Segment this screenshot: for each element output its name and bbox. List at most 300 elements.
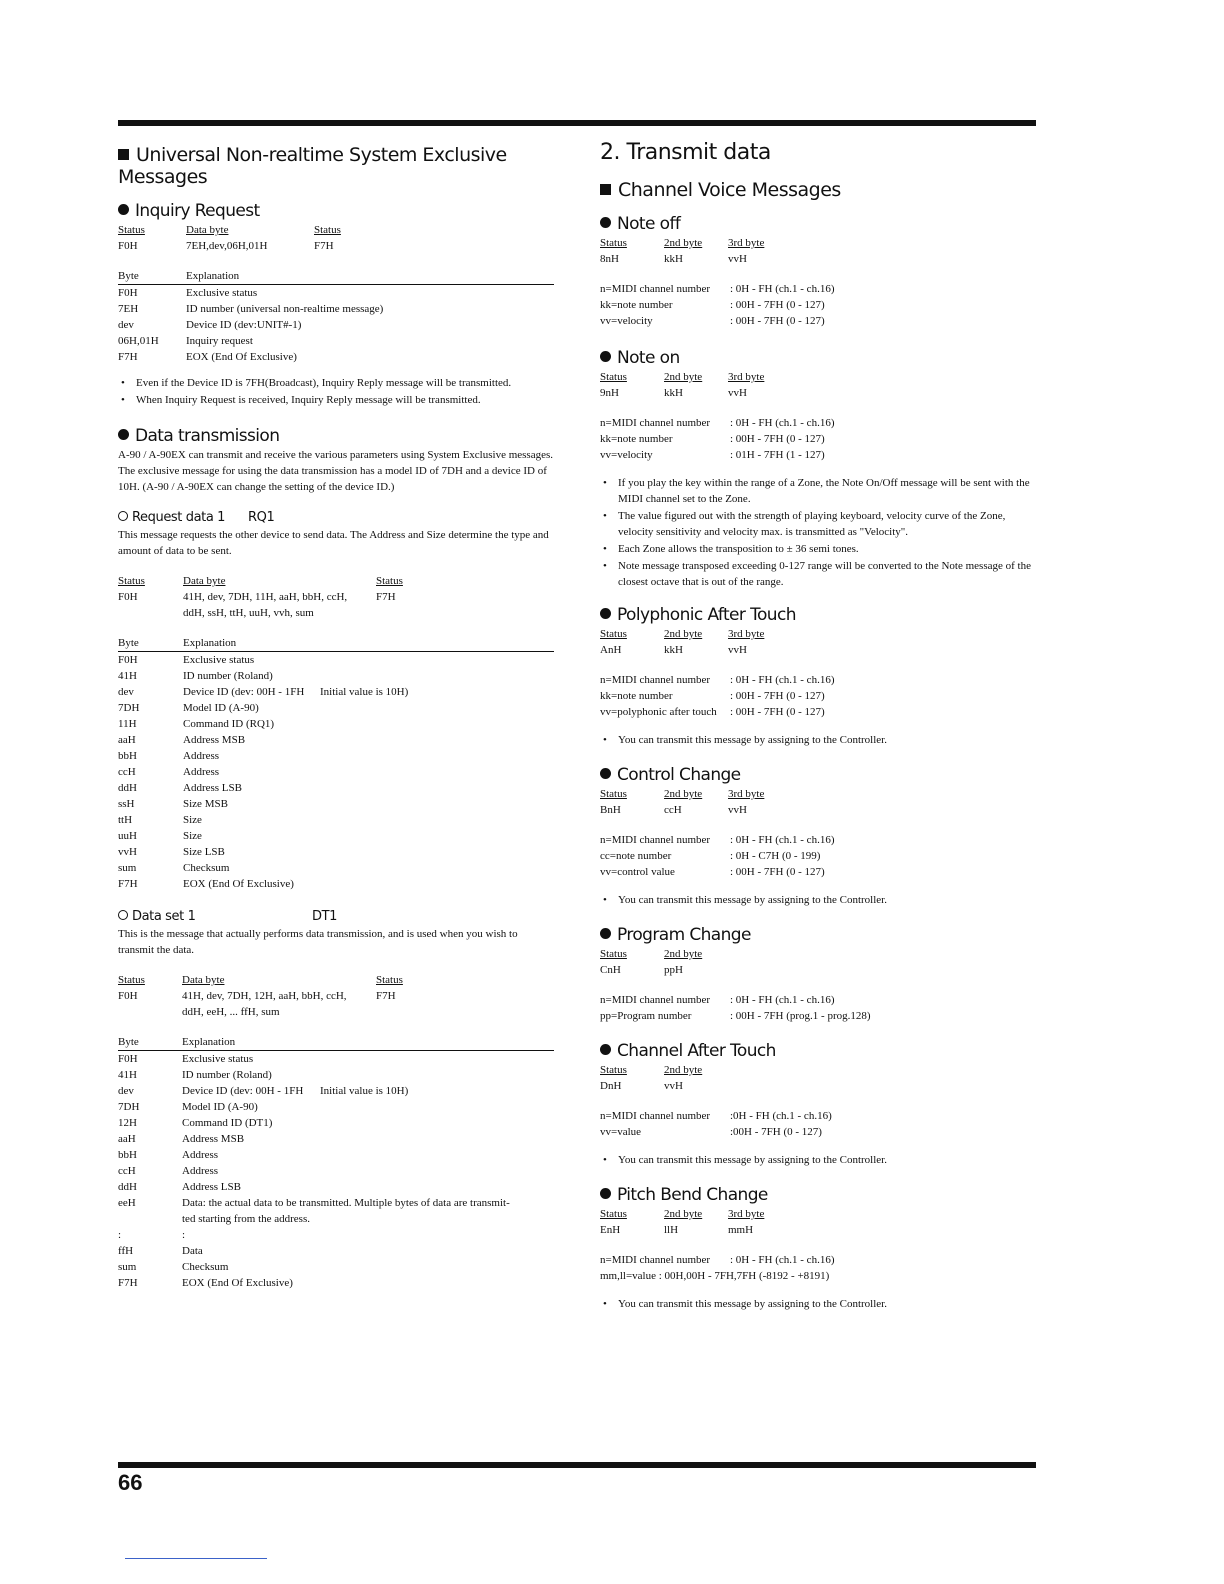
spacer: [600, 658, 1036, 672]
note-item: • You can transmit this message by assigning to the Controller.: [600, 1152, 1036, 1168]
spacer: [600, 401, 1036, 415]
rq1-table-header: Byte Explanation: [118, 635, 554, 652]
table-row: [118, 1275, 554, 1291]
spacer: [600, 880, 1036, 892]
rq1-format-line-2: ddH, ssH, ttH, uuH, vvh, sum: [183, 607, 314, 619]
definition-row: [600, 704, 1036, 720]
control-change-format-values: [600, 802, 1036, 818]
definition-row: [600, 313, 1036, 329]
heading-channel-after-touch: [600, 1040, 1036, 1062]
byte-cell: dev: [118, 319, 134, 331]
table-row: [118, 812, 554, 828]
definition-key: pp=Program number: [600, 1010, 692, 1022]
note-item: • You can transmit this message by assigning to the Controller.: [600, 892, 1036, 908]
explanation-cell: Checksum: [183, 862, 230, 874]
table-row: [118, 764, 554, 780]
byte-cell: F0H: [118, 654, 138, 666]
definition-row: [600, 431, 1036, 447]
explanation-cell: Address LSB: [183, 782, 242, 794]
note-item: • The value figured out with the strength of playing keyboard, velocity curve of the Zone, velocity sensitivity and velocity max. is transmitted as "Velocity".: [600, 508, 1036, 540]
status-value: BnH: [600, 804, 621, 816]
definition-key: n=MIDI channel number: [600, 674, 711, 686]
explanation-cell: Address LSB: [182, 1181, 241, 1193]
definition-key: kk=note number: [600, 690, 673, 702]
pitch-bend-change-format-values: [600, 1222, 1036, 1238]
byte-cell: aaH: [118, 734, 136, 746]
table-row: [118, 1195, 554, 1211]
heading-text: Polyphonic After Touch: [617, 605, 796, 625]
table-row: [118, 780, 554, 796]
table-row: [118, 1067, 554, 1083]
note-item: • Note message transposed exceeding 0-127 range will be converted to the Note message of the closest octave that is out of the range.: [600, 558, 1036, 590]
table-row: [118, 1227, 554, 1243]
definition-value: : 0H - C7H (0 - 199): [730, 850, 821, 862]
note-item: • When Inquiry Request is received, Inquiry Reply message will be transmitted.: [118, 392, 554, 408]
byte-cell: F0H: [118, 1053, 138, 1065]
top-rule: [118, 120, 1036, 126]
dt1-format-line-2: ddH, eeH, ... ffH, sum: [182, 1006, 280, 1018]
section-title-universal: Universal Non-realtime System Exclusive Messages: [118, 144, 507, 188]
explanation-extra-cell: Initial value is 10H): [320, 1085, 409, 1097]
definition-key: cc=note number: [600, 850, 672, 862]
explanation-cell: Address: [182, 1165, 219, 1177]
note-item: • You can transmit this message by assigning to the Controller.: [600, 732, 1036, 748]
spacer: [600, 1284, 1036, 1296]
heading-data-set-1: Data set 1 DT1: [118, 908, 554, 926]
byte-cell: 11H: [118, 718, 137, 730]
byte-cell: 41H: [118, 1069, 137, 1081]
byte2-value: llH: [664, 1224, 679, 1236]
definition-value: : 00H - 7FH (0 - 127): [730, 315, 825, 327]
status-value: 9nH: [600, 387, 619, 399]
definition-key: kk=note number: [600, 299, 673, 311]
explanation-cell: ID number (Roland): [183, 670, 273, 682]
table-row-continued: [118, 1211, 554, 1227]
table-row: [118, 1163, 554, 1179]
right-column: [600, 140, 1036, 1313]
byte-cell: :: [118, 1229, 122, 1241]
note-on-format-header: [600, 369, 1036, 385]
definition-row: [600, 281, 1036, 297]
byte-cell: ttH: [118, 814, 133, 826]
definition-value: : 00H - 7FH (0 - 127): [730, 706, 825, 718]
byte-cell: 7DH: [118, 702, 140, 714]
polyphonic-after-touch-format-header: [600, 626, 1036, 642]
explanation-cell: Device ID (dev: 00H - 1FH: [183, 686, 305, 698]
definition-value: : 0H - FH (ch.1 - ch.16): [730, 1254, 835, 1266]
byte-cell: 41H: [118, 670, 137, 682]
table-row: [118, 684, 554, 700]
explanation-extra-cell: Initial value is 10H): [320, 686, 409, 698]
round-bullet-icon: [600, 351, 611, 362]
byte2-header: 2nd byte: [664, 1208, 703, 1220]
heading-request-data-1: Request data 1 RQ1: [118, 509, 554, 527]
definition-value: : 0H - FH (ch.1 - ch.16): [730, 674, 835, 686]
table-row: [118, 1051, 554, 1067]
explanation-cell: EOX (End Of Exclusive): [182, 1277, 293, 1289]
definition-row: [600, 848, 1036, 864]
explanation-cell: Address: [182, 1149, 219, 1161]
byte2-header: 2nd byte: [664, 788, 703, 800]
definition-key: n=MIDI channel number: [600, 994, 711, 1006]
explanation-cell: ID number (Roland): [182, 1069, 272, 1081]
definition-value: :0H - FH (ch.1 - ch.16): [730, 1110, 832, 1122]
spacer: [600, 978, 1036, 992]
explanation-cell: Size: [183, 814, 202, 826]
definition-value: : 0H - FH (ch.1 - ch.16): [730, 283, 835, 295]
dt1-format-header: Status Data byte Status: [118, 974, 403, 986]
table-row: [118, 652, 554, 668]
byte-cell: aaH: [118, 1133, 136, 1145]
table-row: [118, 1083, 554, 1099]
byte-cell: ffH: [118, 1245, 134, 1257]
explanation-cell: Data: [182, 1245, 203, 1257]
round-bullet-icon: [118, 429, 129, 440]
table-row: [118, 828, 554, 844]
definition-row: [600, 297, 1036, 313]
page-number: 66: [118, 1470, 143, 1495]
byte-cell: sum: [118, 862, 137, 874]
round-bullet-icon: [118, 204, 129, 215]
table-row: [118, 700, 554, 716]
byte2-header: 2nd byte: [664, 628, 703, 640]
explanation-cell: Model ID (A-90): [183, 702, 259, 714]
definition-value: : 01H - 7FH (1 - 127): [730, 449, 825, 461]
table-row: [118, 844, 554, 860]
definition-row: [600, 1268, 1036, 1284]
byte3-value: vvH: [728, 253, 747, 265]
byte-cell: sum: [118, 1261, 137, 1273]
table-row: [118, 732, 554, 748]
table-row: [118, 317, 554, 333]
heading-control-change: [600, 764, 1036, 786]
definition-key: vv=control value: [600, 866, 675, 878]
table-row: [118, 1179, 554, 1195]
byte3-header: 3rd byte: [728, 628, 765, 640]
table-row: [118, 1131, 554, 1147]
byte-cell: F7H: [118, 1277, 138, 1289]
note-off-format-header: [600, 235, 1036, 251]
inquiry-format-header: Status Data byte Status: [118, 224, 341, 236]
byte2-value: vvH: [664, 1080, 683, 1092]
control-change-format-header: [600, 786, 1036, 802]
table-row: [118, 333, 554, 349]
heading-text: Control Change: [617, 765, 741, 785]
rq1-format-line-1: F0H 41H, dev, 7DH, 11H, aaH, bbH, ccH, F7H: [118, 591, 396, 603]
message-blocks: [600, 213, 1036, 1312]
byte-cell: bbH: [118, 750, 137, 762]
status-header: Status: [600, 1208, 627, 1220]
inquiry-format-line: F0H 7EH,dev,06H,01H F7H: [118, 240, 334, 252]
table-row: [118, 285, 554, 301]
polyphonic-after-touch-format-values: [600, 642, 1036, 658]
explanation-cell: Exclusive status: [186, 287, 258, 299]
byte-cell: eeH: [118, 1197, 136, 1209]
definition-key: n=MIDI channel number: [600, 1254, 711, 1266]
pitch-bend-change-format-header: [600, 1206, 1036, 1222]
spacer: [600, 1094, 1036, 1108]
heading-text: Note on: [617, 348, 680, 368]
byte-cell: 7EH: [118, 303, 139, 315]
table-row: [118, 748, 554, 764]
table-row: [118, 1115, 554, 1131]
byte-cell: dev: [118, 1085, 134, 1097]
table-row: [118, 668, 554, 684]
table-row: [118, 716, 554, 732]
definition-row: [600, 1252, 1036, 1268]
explanation-cell: Checksum: [182, 1261, 229, 1273]
explanation-cell: :: [182, 1229, 186, 1241]
table-row: [118, 1099, 554, 1115]
byte-cell: 06H,01H: [118, 335, 159, 347]
pitch-bend-change-block: [600, 1184, 1036, 1312]
definition-row: [600, 832, 1036, 848]
byte2-header: 2nd byte: [664, 237, 703, 249]
definition-row: [600, 672, 1036, 688]
round-bullet-icon: [600, 768, 611, 779]
byte-cell: bbH: [118, 1149, 137, 1161]
definition-line: mm,ll=value : 00H,00H - 7FH,7FH (-8192 - +8191): [600, 1270, 830, 1282]
inquiry-table-header: Byte Explanation: [118, 268, 554, 285]
footer-link-underline: [125, 1558, 267, 1559]
explanation-cell: Address MSB: [183, 734, 246, 746]
section-title-transmit-data: 2. Transmit data: [600, 140, 771, 165]
data-tx-paragraph-2: The exclusive message for using the data transmission has a model ID of 7DH and a device ID of 10H. (A-90 / A-90EX can change the setting of the device ID.): [118, 465, 547, 493]
explanation-cell: Address: [183, 766, 220, 778]
byte-cell: ccH: [118, 766, 136, 778]
round-bullet-icon: [600, 1044, 611, 1055]
status-header: Status: [600, 948, 627, 960]
heading-text: Note off: [617, 214, 681, 234]
byte3-value: vvH: [728, 387, 747, 399]
round-bullet-icon: [600, 217, 611, 228]
byte2-header: 2nd byte: [664, 371, 703, 383]
heading-text: Program Change: [617, 925, 751, 945]
explanation-cell: ID number (universal non-realtime message): [186, 303, 384, 315]
status-value: 8nH: [600, 253, 619, 265]
status-value: DnH: [600, 1080, 622, 1092]
status-value: EnH: [600, 1224, 621, 1236]
dt1-format-line-1: F0H 41H, dev, 7DH, 12H, aaH, bbH, ccH, F7H: [118, 990, 396, 1002]
definition-key: vv=polyphonic after touch: [600, 706, 717, 718]
byte3-header: 3rd byte: [728, 788, 765, 800]
table-row: [118, 349, 554, 365]
note-on-block: [600, 347, 1036, 590]
note-on-format-values: [600, 385, 1036, 401]
definition-value: : 0H - FH (ch.1 - ch.16): [730, 994, 835, 1006]
byte-cell: 7DH: [118, 1101, 140, 1113]
byte3-value: mmH: [728, 1224, 754, 1236]
heading-text: Channel After Touch: [617, 1041, 776, 1061]
table-row: [118, 1259, 554, 1275]
square-bullet-icon: [118, 149, 129, 160]
dt1-description: This is the message that actually performs data transmission, and is used when you wish to transmit the data.: [118, 928, 518, 956]
table-row: [118, 876, 554, 892]
byte2-value: kkH: [664, 644, 683, 656]
definition-value: : 00H - 7FH (prog.1 - prog.128): [730, 1010, 871, 1022]
definition-key: vv=value: [600, 1126, 642, 1138]
channel-after-touch-format-header: [600, 1062, 1036, 1078]
explanation-cell: Size: [183, 830, 202, 842]
inquiry-table: [118, 285, 554, 365]
explanation-cell: Exclusive status: [182, 1053, 254, 1065]
definition-row: [600, 1124, 1036, 1140]
explanation-cell: Command ID (RQ1): [183, 718, 275, 730]
note-item: • Even if the Device ID is 7FH(Broadcast), Inquiry Reply message will be transmitted.: [118, 375, 554, 391]
byte3-header: 3rd byte: [728, 237, 765, 249]
rq1-format-header: Status Data byte Status: [118, 575, 403, 587]
explanation-cell: Device ID (dev:UNIT#-1): [186, 319, 302, 331]
definition-key: n=MIDI channel number: [600, 283, 711, 295]
program-change-format-values: [600, 962, 1036, 978]
definition-key: n=MIDI channel number: [600, 1110, 711, 1122]
byte-cell: ccH: [118, 1165, 136, 1177]
status-header: Status: [600, 1064, 627, 1076]
definition-value: : 00H - 7FH (0 - 127): [730, 299, 825, 311]
program-change-format-header: [600, 946, 1036, 962]
explanation-cell: EOX (End Of Exclusive): [186, 351, 297, 363]
rq1-description: This message requests the other device to send data. The Address and Size determine the type and amount of data to be sent.: [118, 529, 549, 557]
explanation-cell: Address: [183, 750, 220, 762]
program-change-block: [600, 924, 1036, 1024]
spacer: [600, 818, 1036, 832]
definition-key: vv=velocity: [600, 449, 653, 461]
byte2-value: ppH: [664, 964, 683, 976]
definition-row: [600, 1108, 1036, 1124]
definition-value: : 00H - 7FH (0 - 127): [730, 866, 825, 878]
definition-row: [600, 1008, 1036, 1024]
explanation-cell: Size LSB: [183, 846, 225, 858]
polyphonic-after-touch-block: [600, 604, 1036, 748]
dt1-table: [118, 1051, 554, 1291]
heading-data-transmission: Data transmission: [118, 425, 554, 447]
note-item: • You can transmit this message by assigning to the Controller.: [600, 1296, 1036, 1312]
byte3-value: vvH: [728, 644, 747, 656]
explanation-cell: Data: the actual data to be transmitted. Multiple bytes of data are transmit-: [182, 1197, 510, 1209]
bottom-rule: [118, 1462, 1036, 1468]
status-header: Status: [600, 788, 627, 800]
data-tx-paragraph-1: A-90 / A-90EX can transmit and receive the various parameters using System Exclusive messages.: [118, 449, 553, 461]
table-row: [118, 1147, 554, 1163]
byte2-value: ccH: [664, 804, 682, 816]
definition-row: [600, 688, 1036, 704]
byte3-value: vvH: [728, 804, 747, 816]
left-column: [118, 140, 554, 1291]
byte2-value: kkH: [664, 387, 683, 399]
square-bullet-icon: [600, 184, 611, 195]
channel-after-touch-format-values: [600, 1078, 1036, 1094]
table-row: [118, 301, 554, 317]
heading-note-off: [600, 213, 1036, 235]
dt1-table-header: Byte Explanation: [118, 1034, 554, 1051]
status-header: Status: [600, 371, 627, 383]
definition-value: : 0H - FH (ch.1 - ch.16): [730, 834, 835, 846]
definition-value: : 00H - 7FH (0 - 127): [730, 690, 825, 702]
byte-cell: 12H: [118, 1117, 137, 1129]
definition-key: n=MIDI channel number: [600, 834, 711, 846]
byte-cell: uuH: [118, 830, 137, 842]
spacer: [600, 720, 1036, 732]
byte3-header: 3rd byte: [728, 1208, 765, 1220]
byte-cell: vvH: [118, 846, 137, 858]
status-header: Status: [600, 628, 627, 640]
heading-pitch-bend-change: [600, 1184, 1036, 1206]
byte-cell: ssH: [118, 798, 135, 810]
note-off-block: [600, 213, 1036, 329]
explanation-cell: Command ID (DT1): [182, 1117, 273, 1129]
spacer: [600, 1140, 1036, 1152]
table-row: [118, 1243, 554, 1259]
definition-value: : 00H - 7FH (0 - 127): [730, 433, 825, 445]
definition-key: kk=note number: [600, 433, 673, 445]
explanation-cell: EOX (End Of Exclusive): [183, 878, 294, 890]
heading-text: Pitch Bend Change: [617, 1185, 768, 1205]
byte2-value: kkH: [664, 253, 683, 265]
table-row: [118, 796, 554, 812]
inquiry-notes: [118, 375, 554, 408]
heading-inquiry-request: Inquiry Request: [118, 200, 554, 222]
round-bullet-icon: [600, 1188, 611, 1199]
explanation-cell: ted starting from the address.: [182, 1213, 310, 1225]
explanation-cell: Address MSB: [182, 1133, 245, 1145]
open-circle-icon: [118, 910, 128, 920]
explanation-cell: Size MSB: [183, 798, 228, 810]
byte-cell: dev: [118, 686, 134, 698]
subsection-channel-voice: Channel Voice Messages: [600, 179, 1036, 201]
explanation-cell: Model ID (A-90): [182, 1101, 258, 1113]
heading-polyphonic-after-touch: [600, 604, 1036, 626]
byte2-header: 2nd byte: [664, 1064, 703, 1076]
byte-cell: F7H: [118, 351, 138, 363]
table-row: [118, 860, 554, 876]
byte-cell: F7H: [118, 878, 138, 890]
spacer: [600, 463, 1036, 475]
status-value: AnH: [600, 644, 622, 656]
explanation-cell: Inquiry request: [186, 335, 253, 347]
control-change-block: [600, 764, 1036, 908]
spacer: [600, 267, 1036, 281]
definition-key: n=MIDI channel number: [600, 417, 711, 429]
open-circle-icon: [118, 511, 128, 521]
byte-cell: ddH: [118, 782, 137, 794]
spacer: [600, 1238, 1036, 1252]
channel-after-touch-block: [600, 1040, 1036, 1168]
definition-row: [600, 415, 1036, 431]
note-item: • Each Zone allows the transposition to ± 36 semi tones.: [600, 541, 1036, 557]
byte-cell: F0H: [118, 287, 138, 299]
definition-row: [600, 864, 1036, 880]
byte3-header: 3rd byte: [728, 371, 765, 383]
rq1-table: [118, 652, 554, 892]
definition-row: [600, 447, 1036, 463]
round-bullet-icon: [600, 608, 611, 619]
heading-note-on: [600, 347, 1036, 369]
definition-value: :00H - 7FH (0 - 127): [730, 1126, 822, 1138]
note-off-format-values: [600, 251, 1036, 267]
definition-row: [600, 992, 1036, 1008]
note-item: • If you play the key within the range of a Zone, the Note On/Off message will be sent with the MIDI channel set to the Zone.: [600, 475, 1036, 507]
heading-program-change: [600, 924, 1036, 946]
definition-key: vv=velocity: [600, 315, 653, 327]
definition-value: : 0H - FH (ch.1 - ch.16): [730, 417, 835, 429]
explanation-cell: Device ID (dev: 00H - 1FH: [182, 1085, 304, 1097]
status-value: CnH: [600, 964, 621, 976]
status-header: Status: [600, 237, 627, 249]
round-bullet-icon: [600, 928, 611, 939]
explanation-cell: Exclusive status: [183, 654, 255, 666]
byte2-header: 2nd byte: [664, 948, 703, 960]
byte-cell: ddH: [118, 1181, 137, 1193]
